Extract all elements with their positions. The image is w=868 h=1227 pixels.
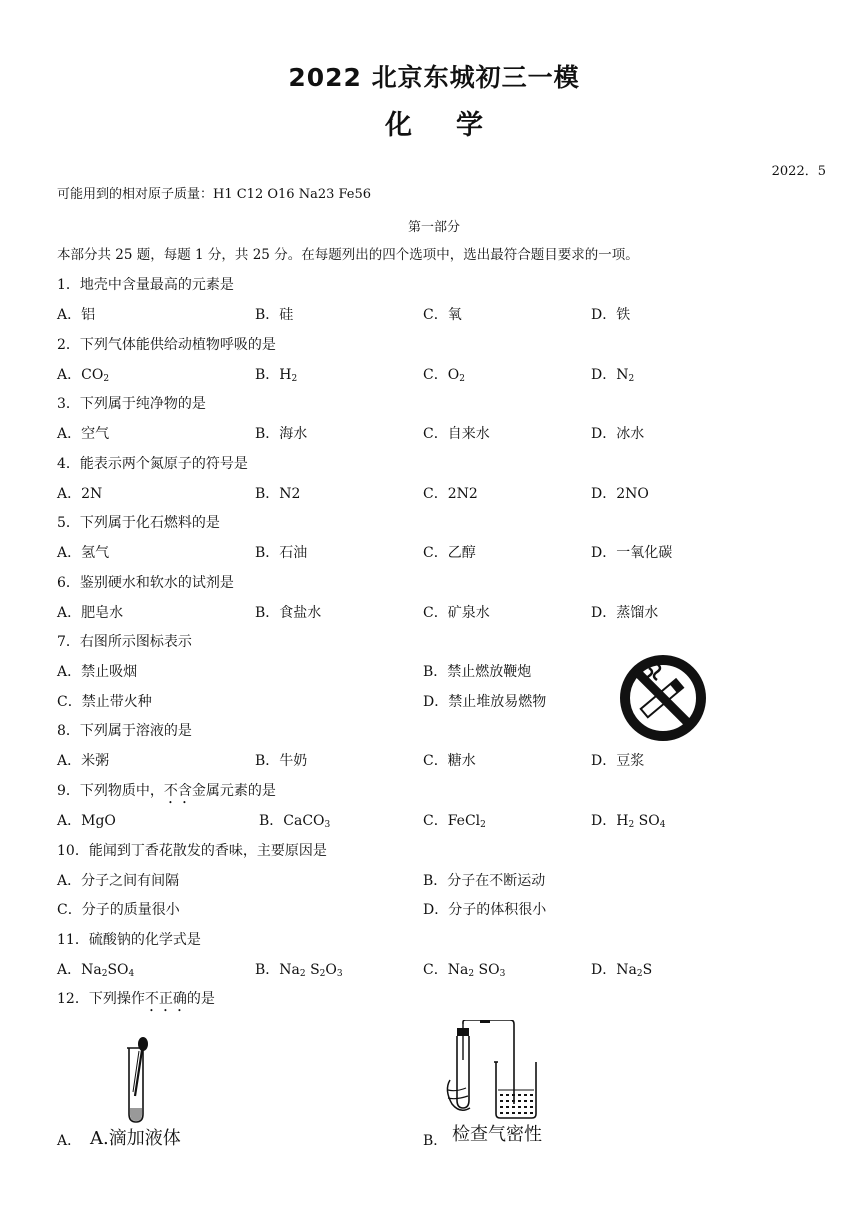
q6-option-a: A．肥皂水: [57, 605, 124, 621]
q12-stem: 12．下列操作不正确的是: [57, 991, 215, 1007]
q7-option-d: D．禁止堆放易燃物: [423, 694, 547, 710]
q3-stem: 3．下列属于纯净物的是: [57, 396, 206, 412]
q2-option-c: C．$O_2$: [423, 367, 465, 384]
page-title: 2022 北京东城初三一模: [288, 63, 580, 92]
q4-option-b: B．N2: [255, 486, 301, 502]
q10-option-a: A．分子之间有间隔: [57, 873, 180, 889]
q8-option-b: B．牛奶: [255, 753, 308, 769]
q11-option-a: A．$Na_2SO_4$: [57, 962, 135, 979]
q9-option-c: C．FeCl$_2$: [423, 813, 486, 830]
q9-stem: 9．下列物质中，不含金属元素的是: [57, 783, 276, 799]
q8-stem: 8．下列属于溶液的是: [57, 723, 192, 739]
q5-stem: 5．下列属于化石燃料的是: [57, 515, 220, 531]
q10-option-d: D．分子的体积很小: [423, 902, 547, 918]
exam-date: 2022．5: [771, 164, 826, 179]
q5-option-c: C．乙醇: [423, 545, 476, 561]
q2-option-b: B．$H_2$: [255, 367, 298, 384]
q1-stem: 1．地壳中含量最高的元素是: [57, 277, 234, 293]
q8-option-a: A．米粥: [57, 753, 110, 769]
q9-emphasis: 不含: [163, 783, 192, 799]
q9-option-d: D．$H_2$ $SO_4$: [591, 813, 666, 830]
q12-option-a: A．: [57, 1133, 82, 1149]
q10-option-c: C．分子的质量很小: [57, 902, 180, 918]
q2-stem: 2．下列气体能供给动植物呼吸的是: [57, 337, 276, 353]
section-instructions: 本部分共 25 题，每题 1 分，共 25 分。在每题列出的四个选项中，选出最符合题目要求的一项。: [57, 247, 639, 263]
q9-option-a: A．MgO: [57, 813, 116, 829]
q10-option-b: B．分子在不断运动: [423, 873, 546, 889]
q3-option-b: B．海水: [255, 426, 308, 442]
section-title: 第一部分: [407, 220, 460, 235]
q1-option-c: C．氧: [423, 307, 462, 323]
q12-caption-b: 检查气密性: [452, 1124, 542, 1145]
q11-option-c: C．$Na_2$ $SO_3$: [423, 962, 506, 979]
q9-option-b: B．CaCO$_3$: [259, 813, 331, 830]
q4-option-c: C．2N2: [423, 486, 478, 502]
q2-option-a: A．$CO_2$: [57, 367, 110, 384]
q7-option-a: A．禁止吸烟: [57, 664, 138, 680]
q5-option-d: D．一氧化碳: [591, 545, 673, 561]
q7-option-c: C．禁止带火种: [57, 694, 152, 710]
q6-option-c: C．矿泉水: [423, 605, 490, 621]
q6-option-b: B．食盐水: [255, 605, 322, 621]
q10-stem: 10．能闻到丁香花散发的香味，主要原因是: [57, 843, 327, 859]
atomic-mass-line: 可能用到的相对原子质量：H1 C12 O16 Na23 Fe56: [57, 187, 372, 202]
q3-option-a: A．空气: [57, 426, 110, 442]
subject-char-2: 学: [456, 110, 483, 141]
q4-option-d: D．2NO: [591, 486, 649, 502]
q5-option-b: B．石油: [255, 545, 308, 561]
subject-char-1: 化: [385, 110, 412, 141]
q12-caption-a: A.滴加液体: [90, 1128, 181, 1149]
q3-option-d: D．冰水: [591, 426, 645, 442]
q1-option-a: A．铝: [57, 307, 96, 323]
q11-option-b: B．$Na_2$ $S_2O_3$: [255, 962, 343, 979]
q6-option-d: D．蒸馏水: [591, 605, 659, 621]
q7-stem: 7．右图所示图标表示: [57, 634, 192, 650]
q1-option-b: B．硅: [255, 307, 294, 323]
q4-option-a: A．2N: [57, 486, 103, 502]
q5-option-a: A．氢气: [57, 545, 110, 561]
q8-option-c: C．糖水: [423, 753, 476, 769]
q3-option-c: C．自来水: [423, 426, 490, 442]
q12-emphasis: 不正确: [144, 991, 187, 1007]
dropper-test-tube-icon: [115, 1036, 165, 1126]
q11-option-d: D．$Na_2S$: [591, 962, 653, 979]
q6-stem: 6．鉴别硬水和软水的试剂是: [57, 575, 234, 591]
q7-option-b: B．禁止燃放鞭炮: [423, 664, 532, 680]
q4-stem: 4．能表示两个氮原子的符号是: [57, 456, 248, 472]
q1-option-d: D．铁: [591, 307, 631, 323]
q8-option-d: D．豆浆: [591, 753, 645, 769]
q2-option-d: D．$N_2$: [591, 367, 635, 384]
q11-stem: 11．硫酸钠的化学式是: [57, 932, 201, 948]
no-smoking-icon: [619, 654, 707, 742]
subject-title: [0, 103, 868, 142]
q12-option-b: B．: [423, 1133, 448, 1149]
airtightness-apparatus-icon: [440, 1020, 540, 1120]
